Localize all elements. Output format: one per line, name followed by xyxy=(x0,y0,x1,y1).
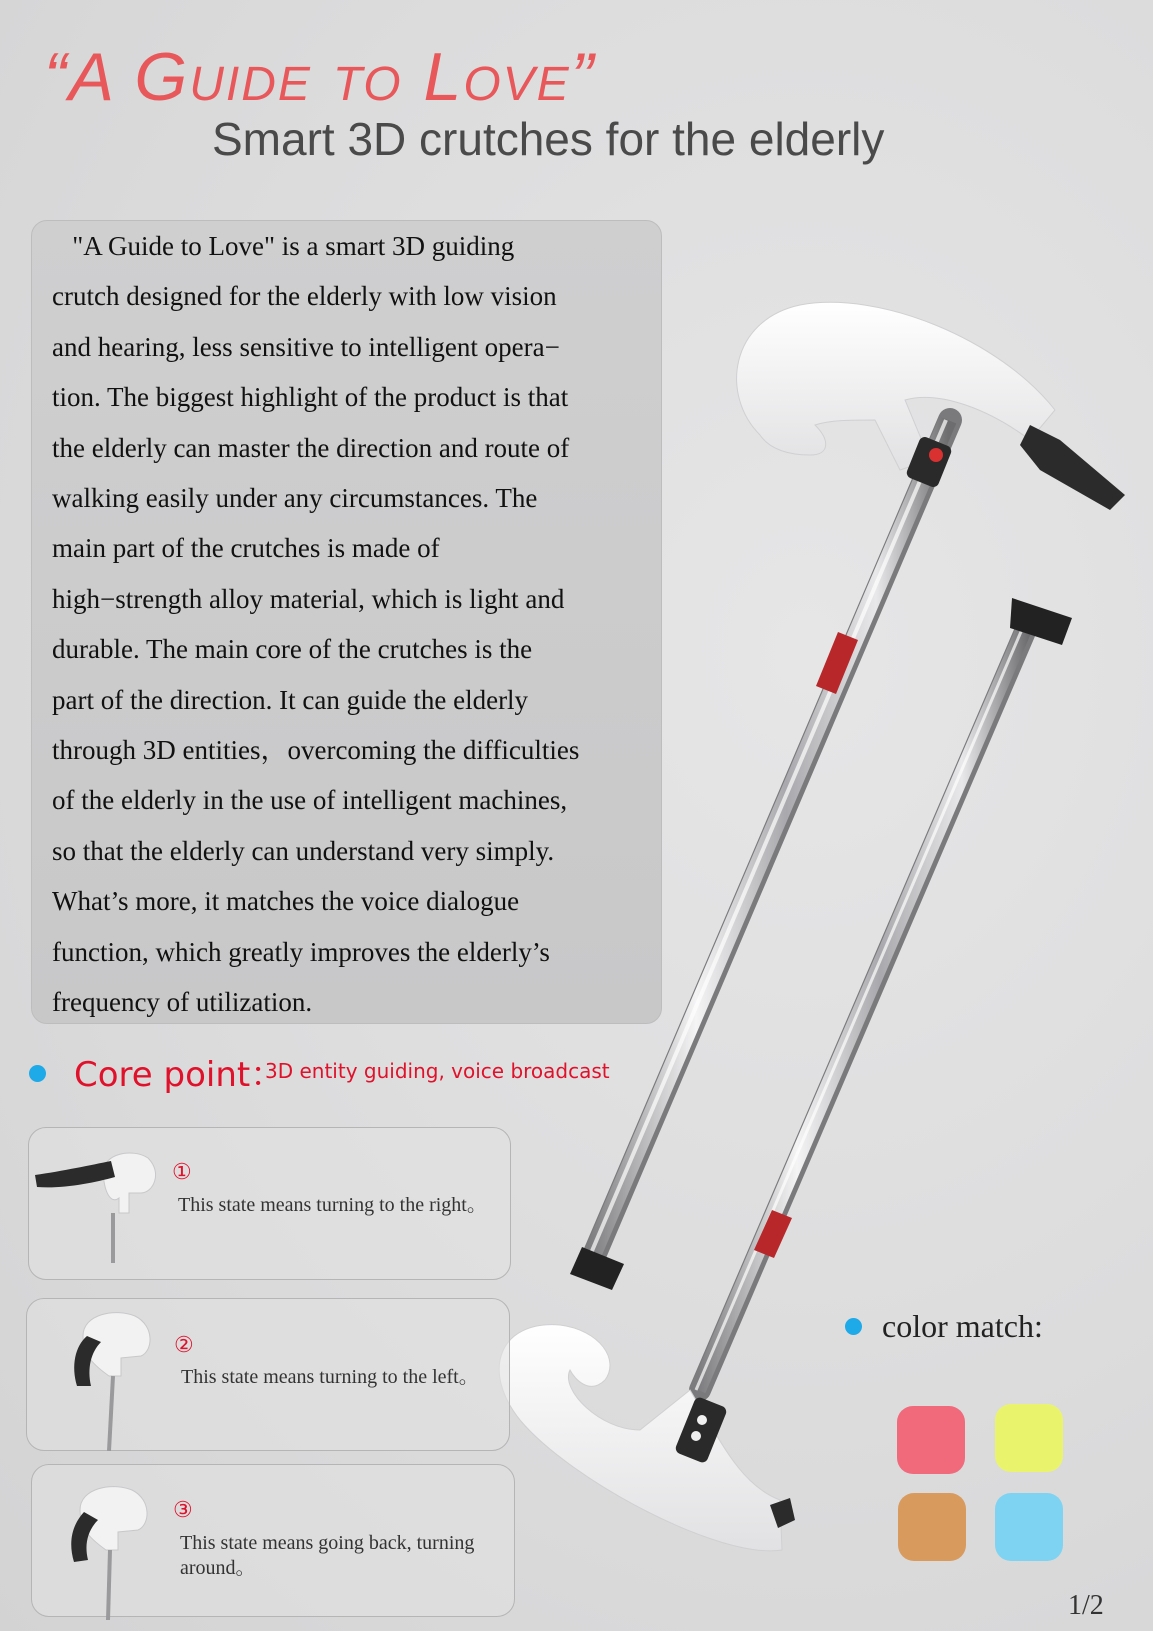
intro-line: What’s more, it matches the voice dialogue xyxy=(52,886,520,917)
intro-line: high−strength alloy material, which is light and xyxy=(52,583,565,614)
color-swatch xyxy=(897,1406,965,1474)
intro-line: tion. The biggest highlight of the product is that xyxy=(52,382,569,413)
core-point-label: Core point： xyxy=(74,1055,285,1095)
page-title: “A Guide to Love” xyxy=(44,39,596,115)
intro-line: so that the elderly can understand very simply. xyxy=(52,835,555,866)
state-description: This state means turning to the right。 xyxy=(178,1194,487,1216)
intro-line: main part of the crutches is made of xyxy=(52,533,440,564)
color-match-bullet-icon xyxy=(845,1318,862,1335)
turn-right-icon xyxy=(33,1143,163,1263)
intro-line: the elderly can master the direction and route of xyxy=(52,432,570,463)
intro-line: walking easily under any circumstances. The xyxy=(52,483,538,514)
intro-line: function, which greatly improves the elderly’s xyxy=(52,936,550,967)
state-description: This state means going back, turning around。 xyxy=(180,1532,475,1579)
turn-around-icon xyxy=(60,1480,160,1620)
state-description: This state means turning to the left。 xyxy=(181,1366,479,1388)
color-swatch xyxy=(995,1493,1063,1561)
core-point-detail: 3D entity guiding, voice broadcast xyxy=(265,1059,610,1083)
intro-line: and hearing, less sensitive to intelligent opera− xyxy=(52,331,560,362)
turn-left-icon xyxy=(65,1306,165,1451)
intro-line: crutch designed for the elderly with low vision xyxy=(52,281,557,312)
color-swatch xyxy=(898,1493,966,1561)
intro-line: part of the direction. It can guide the elderly xyxy=(52,684,529,715)
color-match-label: color match: xyxy=(882,1308,1043,1344)
color-swatch xyxy=(995,1404,1063,1472)
intro-line: frequency of utilization. xyxy=(52,987,313,1018)
state-number: ③ xyxy=(173,1498,193,1523)
intro-line: durable. The main core of the crutches is the xyxy=(52,634,533,665)
intro-line: of the elderly in the use of intelligent machines, xyxy=(52,785,568,816)
intro-line: "A Guide to Love" is a smart 3D guiding xyxy=(52,231,515,261)
state-number: ② xyxy=(174,1333,194,1358)
page-subtitle: Smart 3D crutches for the elderly xyxy=(212,113,885,165)
state-number: ① xyxy=(172,1160,192,1185)
crutch-upper xyxy=(570,302,1125,1290)
intro-line: through 3D entities，overcoming the difficulties xyxy=(52,735,580,766)
page-number: 1/2 xyxy=(1068,1590,1104,1621)
crutch-lower xyxy=(499,598,1072,1551)
